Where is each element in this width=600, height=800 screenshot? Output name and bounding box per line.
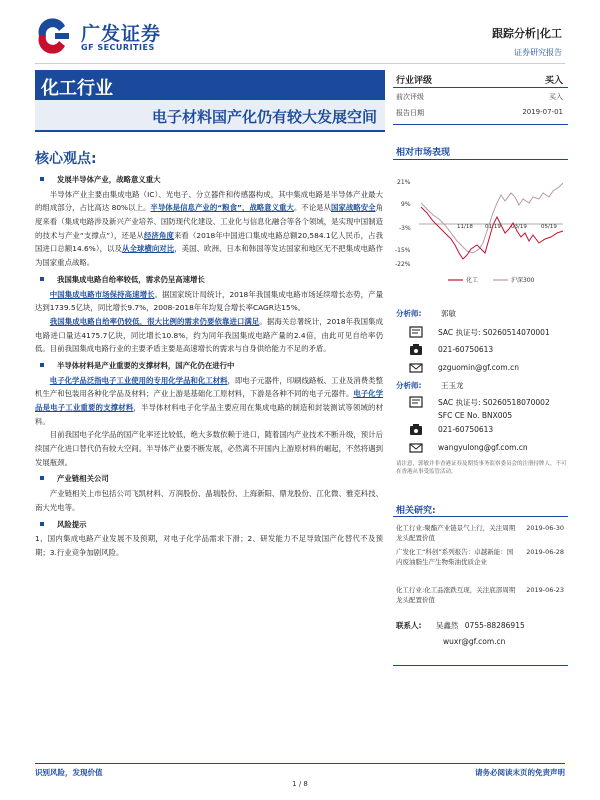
contact-phone: 0755-88286915 [464, 621, 525, 630]
related-item-date: 2019-06-28 [526, 548, 564, 556]
rating-label: 行业评级 [396, 76, 433, 86]
report-date-value: 2019-07-01 [522, 108, 563, 116]
company-logo [35, 18, 165, 56]
analyst-2-name: 王玉龙 [441, 381, 464, 390]
related-item[interactable] [396, 547, 568, 568]
contact-block [396, 620, 568, 646]
phone-icon [409, 344, 423, 356]
phone-icon [409, 424, 423, 436]
certificate-icon [409, 326, 423, 338]
certificate-icon [409, 396, 423, 408]
report-date-label: 报告日期 [396, 109, 424, 117]
x-tick-2: 01/19 [485, 224, 501, 230]
gf-logo-icon [35, 18, 75, 54]
contact-divider [393, 665, 568, 666]
analyst-1-phone-row [409, 343, 569, 359]
related-item-date: 2019-06-23 [526, 586, 564, 594]
series-line-b [421, 183, 563, 253]
header-divider [35, 63, 565, 64]
paragraph: 1、国内集成电路产业发展不及预期，对电子化学品需求下滑；2、研发能力不足导致国产化替代不及预期；3.行业竞争加剧风险。 [35, 534, 383, 557]
rating-value: 买入 [544, 76, 563, 86]
report-title: 电子材料国产化仍有较大发展空间 [151, 108, 377, 126]
x-tick-1: 11/18 [457, 224, 473, 230]
paragraph: 产业链相关上市包括公司飞凯材料、万润股份、晶瑞股份、上海新阳、鼎龙股份、江化微、雅克科技、南大光电等。 [35, 489, 383, 512]
contact-name: 吴鑫然 [435, 621, 459, 630]
analyst-2-label: 分析师: [396, 381, 422, 390]
rating-divider [393, 124, 568, 125]
analyst-1-phone: 021-60750613 [438, 345, 494, 354]
section-heading: 半导体材料是产业重要的支撑材料，国产化仍在进行中 [35, 359, 383, 373]
related-item-text[interactable]: 广发化工“科创”系列报告：卓越新能：国内废油脂生产生物柴油优质企业 [396, 548, 514, 567]
page-number: 1 / 8 [292, 780, 308, 788]
paragraph: 目前我国电子化学品的国产化率还比较低，绝大多数依赖于进口，随着国内产业技术不断升级，预计后续国产化进口替代仍有较大空间。半导体产业要不断发展，必然离不开国内上游原材料的崛起，不然将遇到发展瓶颈。 [35, 430, 383, 467]
report-header [0, 0, 600, 70]
industry-banner [35, 70, 385, 100]
section-heading: 我国集成电路自给率较低，需求仍呈高速增长 [35, 273, 383, 287]
relative-performance-chart [393, 163, 568, 293]
related-item-date: 2019-06-30 [526, 524, 564, 532]
core-viewpoints-body [35, 170, 383, 560]
prev-rating-value: 买入 [549, 93, 563, 101]
analyst-disclaimer: 请注意，郭敏并非香港证券及期货事务监察委员会的注册持牌人，不可在香港从事受监管活动。 [396, 461, 567, 475]
legend-label-a: 化工 [466, 277, 479, 284]
email-icon [409, 362, 423, 374]
y-tick-5: -22% [395, 261, 411, 268]
analyst-2-sfc: SFC CE No. BNX005 [438, 411, 513, 420]
x-tick-3: 03/19 [511, 224, 527, 230]
analyst-1-sac: SAC 执证号: S0260514070001 [438, 328, 550, 337]
contact-label: 联系人: [396, 621, 422, 630]
core-viewpoints-title: 核心观点: [35, 151, 97, 167]
related-item-text[interactable]: 化工行业:化工品涨跌互现，关注底部周期龙头配置价值 [396, 586, 516, 605]
analyst-1-email[interactable]: gzguomin@gf.com.cn [438, 363, 519, 372]
related-item-text[interactable]: 化工行业:聚酯产业链景气上行，关注周期龙头配置价值 [396, 524, 516, 543]
contact-email[interactable]: wuxr@gf.com.cn [443, 637, 506, 646]
rel-chart-title: 相对市场表现 [396, 148, 451, 158]
rel-chart-divider [393, 159, 568, 160]
section-heading: 风险提示 [35, 518, 383, 532]
section-heading: 产业链相关公司 [35, 472, 383, 486]
report-type: 跟踪分析|化工 [491, 27, 562, 40]
analyst-1-name: 郭敏 [441, 309, 456, 318]
analyst-1-sac-row [409, 325, 569, 341]
analyst-2-phone: 021-60750613 [438, 425, 494, 434]
paragraph: 我国集成电路自给率仍较低，很大比例的需求仍要依靠进口满足。据海关总署统计，2018年我国集成电路进口量达4175.7亿块，同比增长10.8%，约为同年我国集成电路产量的2.4倍，由此可见自给率仍低。目前我国集成电路行业的主要矛盾主要是高速增长的需求与自身供给能力不足的矛盾。 [35, 316, 383, 354]
logo-cn-text: 广发证券 [81, 23, 162, 45]
analyst-2-sac: SAC 执证号: S0260518070002 [438, 398, 550, 407]
analyst-1-label: 分析师: [396, 309, 422, 318]
related-item[interactable] [396, 523, 568, 544]
rating-box [393, 70, 568, 125]
analyst-2-email-row[interactable] [409, 441, 569, 457]
related-research-title: 相关研究: [396, 506, 436, 516]
y-tick-4: -15% [395, 247, 411, 254]
footer-disclaimer: 请务必阅读末页的免责声明 [475, 768, 565, 777]
report-title-box [35, 100, 385, 132]
y-tick-1: 21% [397, 179, 411, 186]
paragraph: 半导体产业主要由集成电路（IC）、光电子、分立器件和传感器构成，其中集成电路是半导体产业最大的组成部分，占比高达 80%以上。半导体是信息产业的“粮食”，战略意义重大。不论是从国家战略安全角度来看（集成电路涉及新兴产业培养、国防现代化建设、工业化与信息化融合等各个领域，是实现中国制造的技术与产业“支撑点”），还是从经济角度来看（2018年中国进口集成电路总额20,584.1亿人民币，占我国进口总额14.6%），以及从全球横向对比，美国、欧洲、日本和韩国等发达国家和地区无不把集成电路作为国家重点战略。 [35, 189, 383, 268]
x-tick-4: 05/19 [541, 224, 557, 230]
analyst-2-email[interactable]: wangyulong@gf.com.cn [438, 443, 528, 452]
prev-rating-label: 前次评级 [396, 93, 424, 101]
paragraph: 中国集成电路市场保持高速增长。据国家统计局统计，2018年我国集成电路市场延续增长态势，产量达到1739.5亿块，同比增长9.7%，2008-2018年年均复合增长率CAGR达15%。 [35, 289, 383, 313]
related-item[interactable] [396, 585, 568, 606]
section-heading: 发展半导体产业，战略意义重大 [35, 173, 383, 187]
analyst-1-email-row[interactable] [409, 361, 569, 377]
y-tick-2: 9% [401, 201, 411, 208]
logo-en-text: GF SECURITIES [81, 43, 155, 52]
footer-slogan: 识别风险，发现价值 [35, 768, 103, 777]
email-icon [409, 442, 423, 454]
report-subtitle: 证券研究报告 [514, 48, 562, 57]
related-research-header [393, 501, 568, 517]
analyst-2-phone-row [409, 423, 569, 439]
paragraph: 电子化学品泛指电子工业使用的专用化学品和化工材料，即电子元器件，印刷线路板、工业及消费类整机生产和包装用各种化学品及材料；产业上游是基础化工原材料，下游是各种不同的电子元器件。电子化学品是电子工业重要的支撑材料，半导体材料电子化学品主要应用在集成电路的制造和封装测试等领域的材料。 [35, 375, 383, 426]
footer-divider [35, 763, 565, 764]
industry-label: 化工行业 [41, 78, 113, 99]
legend-label-b: 沪深300 [511, 277, 535, 284]
y-tick-3: -3% [399, 225, 411, 232]
